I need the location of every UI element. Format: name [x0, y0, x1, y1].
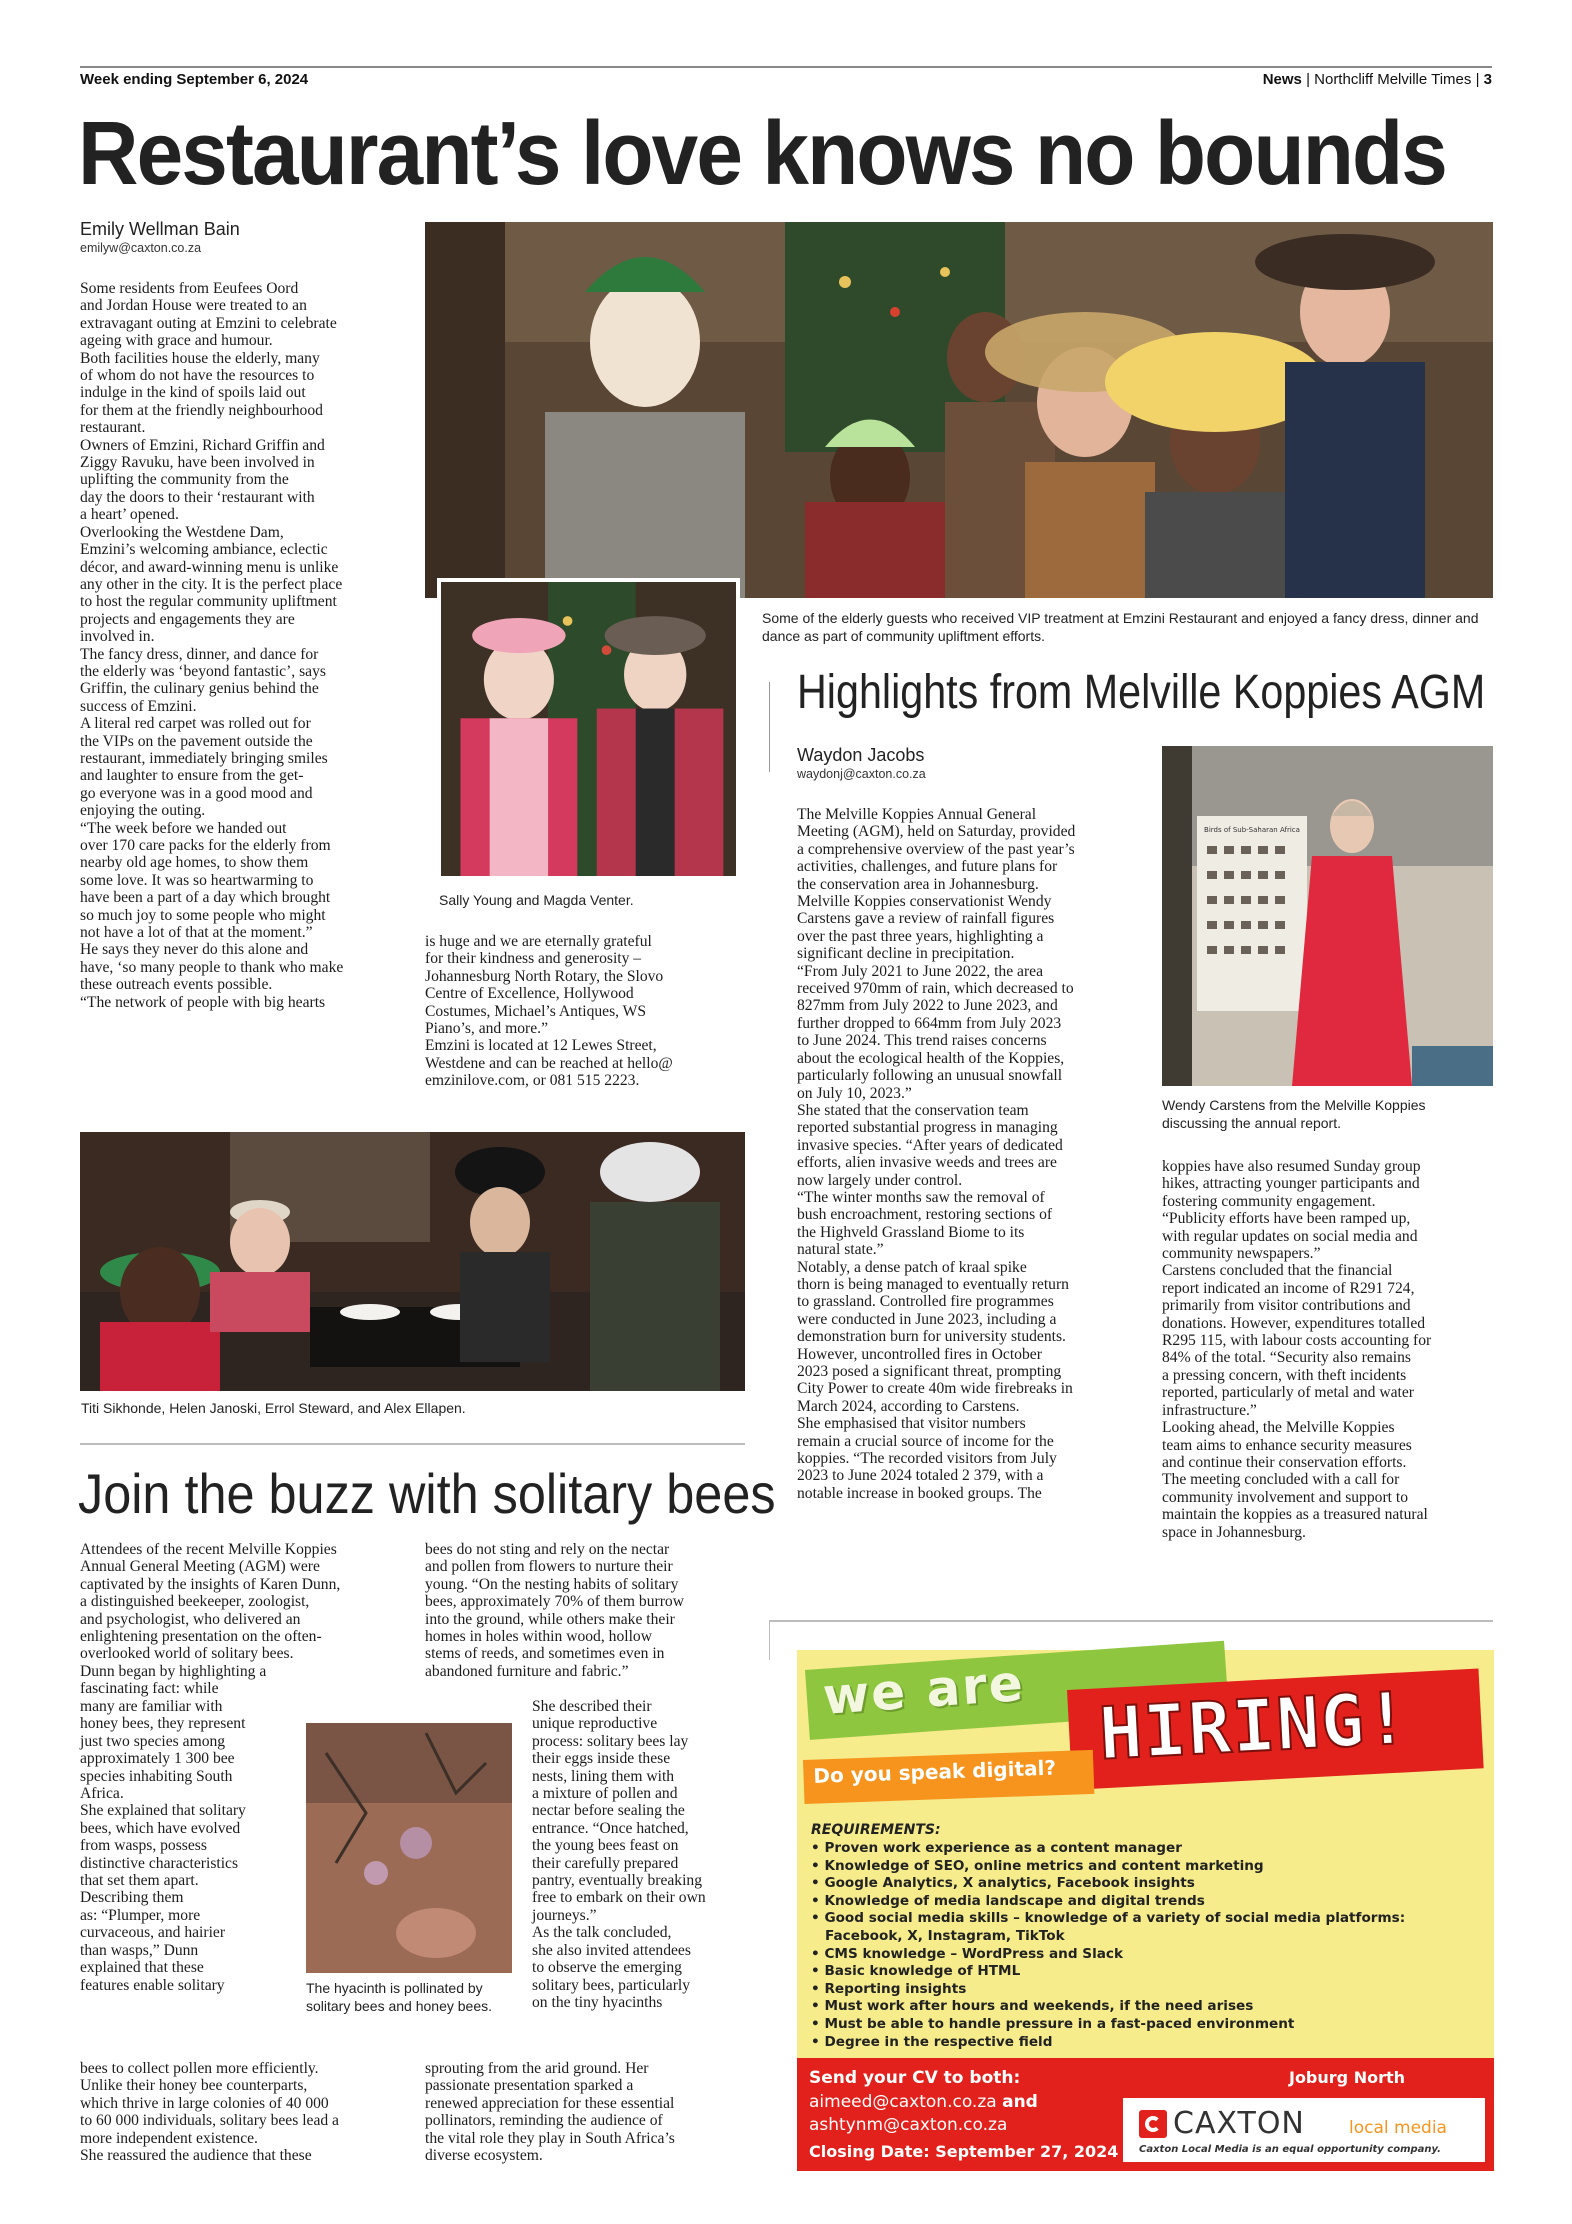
photo-elderly-guests [425, 222, 1493, 598]
requirement-item: • Knowledge of media landscape and digital trends [811, 1892, 1205, 1909]
requirement-item: • Google Analytics, X analytics, Facebook insights [811, 1875, 1195, 1892]
koppies-author: Waydon Jacobs [797, 745, 925, 765]
requirement-item: • Knowledge of SEO, online metrics and content marketing [811, 1857, 1264, 1874]
photo-hyacinth [306, 1723, 512, 1973]
requirement-item: • CMS knowledge – WordPress and Slack [811, 1945, 1124, 1962]
requirement-item: • Must be able to handle pressure in a fast-paced environment [811, 2015, 1295, 2032]
author-email[interactable]: emilyw@caxton.co.za [80, 241, 202, 255]
bees-col2-bottom: sprouting from the arid ground. Her passionate presentation sparked a renewed appreciation for these essential pollinators, reminding the audience of the vital role they play in South Africa’s diverse ecosystem. [425, 2060, 675, 2165]
caxton-logo-icon [1139, 2110, 1167, 2138]
main-article-col2: is huge and we are eternally grateful for their kindness and generosity – Johannesburg North Rotary, the Slovo Centre of Excellence, Hollywood Costumes, Michael’s Antiques, WS Piano’s, and more.” Emzini is located at 12 Lewes Street, Westdene and can be reached at hello@ emzinilove.com, or 081 515 2223. [425, 933, 673, 1090]
bees-headline: Join the buzz with solitary bees [78, 1462, 776, 1525]
main-byline [80, 218, 240, 256]
requirements-title: REQUIREMENTS: [811, 1822, 941, 1838]
photo-sally-magda [437, 578, 740, 880]
closing-date: Closing Date: September 27, 2024 [809, 2142, 1119, 2161]
photo-wendy-carstens [1162, 746, 1493, 1086]
main-article-col1: Some residents from Eeufees Oord and Jordan House were treated to an extravagant outing at Emzini to celebrate ageing with grace and humour. Both facilities house the elderly, many of whom do not have the resources to indulge in the kind of spoils laid out for them at the friendly neighbourhood restaurant. Owners of Emzini, Richard Griffin and Ziggy Ravuku, have been involved in uplifting the community from the day the doors to their ‘restaurant with a heart’ opened. Overlooking the Westdene Dam, Emzini’s welcoming ambiance, eclectic décor, and award-winning menu is unlike any other in the city. It is the perfect place to host the regular community upliftment projects and engagements they are involved in. The fancy dress, dinner, and dance for the elderly was ‘beyond fantastic’, says Griffin, the culinary genius behind the success of Emzini. A literal red carpet was rolled out for the VIPs on the pavement outside the restaurant, immediately bringing smiles and laughter to ensure from the get- go everyone was in a good mood and enjoying the outing. “The week before we handed out over 170 care packs for the elderly from nearby old age homes, to show them some love. It was so heartwarming to have been a part of a day which brought so much joy to some people who might not have a lot of that at the moment.” He says they never do this alone and have, ‘so many people to thank who make these outreach events possible. “The network of people with big hearts [80, 280, 344, 1011]
hiring-text: HIRING! [1097, 1675, 1412, 1776]
caxton-wordmark: CAXTON [1173, 2106, 1305, 2141]
bees-col2-narrow: She described their unique reproductive process: solitary bees lay their eggs inside these nests, lining them with a mixture of pollen and nectar before sealing the entrance. “Once hatched, the young bees feast on their carefully prepared pantry, eventually breaking free to embark on their own journeys.” As the talk concluded, she also invited attendees to observe the emerging solitary bees, particularly on the tiny hyacinths [532, 1698, 706, 2011]
caption-dinner-table: Titi Sikhonde, Helen Janoski, Errol Steward, and Alex Ellapen. [81, 1400, 466, 1416]
requirement-item: • Good social media skills – knowledge of a variety of social media platforms: Facebook, X, Instagram, TikTok [811, 1910, 1406, 1944]
koppies-col2: koppies have also resumed Sunday group hikes, attracting younger participants and fostering community engagement. “Publicity efforts have been ramped up, with regular updates on social media and community newspapers.” Carstens concluded that the financial report indicated an income of R291 724, primarily from visitor contributions and donations. However, expenditures totalled R295 115, with labour costs accounting for 84% of the total. “Security also remains a pressing concern, with theft incidents reported, particularly of metal and water infrastructure.” Looking ahead, the Melville Koppies team aims to enhance security measures and continue their conservation efforts. The meeting concluded with a call for community involvement and support to maintain the koppies as a treasured natural space in Johannesburg. [1162, 1158, 1432, 1541]
koppies-email[interactable]: waydonj@caxton.co.za [797, 767, 926, 781]
page-number: 3 [1483, 71, 1492, 88]
caption-wendy-carstens: Wendy Carstens from the Melville Koppies discussing the annual report. [1162, 1097, 1426, 1131]
page-header-right: News | Northcliff Melville Times | 3 [1262, 71, 1492, 88]
poster-title: Birds of Sub-Saharan Africa [1204, 826, 1300, 834]
author-name: Emily Wellman Bain [80, 219, 240, 239]
email-ashtynm[interactable]: ashtynm@caxton.co.za [809, 2115, 1008, 2135]
caption-sally-magda: Sally Young and Magda Venter. [439, 892, 634, 908]
paper-name: Northcliff Melville Times [1314, 71, 1472, 88]
koppies-col1: The Melville Koppies Annual General Meeting (AGM), held on Saturday, provided a comprehensive overview of the past year’s activities, challenges, and future plans for the conservation area in Johannesburg. Melville Koppies conservationist Wendy Carstens gave a review of rainfall figures over the past three years, highlighting a significant decline in precipitation. “From July 2021 to June 2022, the area received 970mm of rain, which decreased to 827mm from July 2022 to June 2023, and further dropped to 664mm from July 2023 to June 2024. This trend raises concerns about the ecological health of the Koppies, particularly following an unusual snowfall on July 10, 2023.” She stated that the conservation team reported substantial progress in managing invasive species. “After years of dedicated efforts, alien invasive weeds and trees are now largely under control. “The winter months saw the removal of bush encroachment, restoring sections of the Highveld Grassland Biome to its natural state.” Notably, a dense patch of kraal spike thorn is being managed to eventually return to grassland. Controlled fire programmes were conducted in June 2023, including a demonstration burn for university students. However, uncontrolled fires in October 2023 posed a significant threat, prompting City Power to create 40m wide firebreaks in March 2024, according to Carstens. She emphasised that visitor numbers remain a crucial source of income for the koppies. “The recorded visitors from July 2023 to June 2024 totaled 2 379, with a notable increase in booked groups. The [797, 806, 1076, 1502]
koppies-byline [797, 744, 926, 782]
main-headline: Restaurant’s love knows no bounds [78, 104, 1446, 204]
region-label: Joburg North [1288, 2068, 1405, 2087]
caption-elderly-guests: Some of the elderly guests who received VIP treatment at Emzini Restaurant and enjoyed a fancy dress, dinner and dance as part of community upliftment efforts. [762, 610, 1479, 644]
requirement-item: • Basic knowledge of HTML [811, 1963, 1021, 1980]
requirement-item: • Reporting insights [811, 1980, 967, 1997]
requirement-item: • Degree in the respective field [811, 2033, 1053, 2050]
hiring-ad[interactable] [797, 1650, 1494, 2171]
section-label: News [1262, 71, 1302, 88]
koppies-headline: Highlights from Melville Koppies AGM [797, 666, 1486, 719]
photo-dinner-table [80, 1132, 745, 1391]
ad-footer [797, 2058, 1494, 2171]
issue-date: Week ending September 6, 2024 [80, 71, 309, 88]
bees-col1-bottom: bees to collect pollen more efficiently. Unlike their honey bee counterparts, which thrive in large colonies of 40 000 to 60 000 individuals, solitary bees lead a more independent existence. She reassured the audience that these [80, 2060, 339, 2165]
local-media-wordmark: local media [1349, 2118, 1447, 2138]
caption-hyacinth: The hyacinth is pollinated by solitary bees and honey bees. [306, 1980, 493, 2014]
we-are-text: we are [821, 1653, 1027, 1726]
email-aimeed[interactable]: aimeed@caxton.co.za [809, 2092, 997, 2112]
requirement-item: • Must work after hours and weekends, if the need arises [811, 1998, 1254, 2015]
requirements-list [811, 1840, 1481, 2051]
requirement-item: • Proven work experience as a content manager [811, 1840, 1182, 1856]
equal-opportunity-note: Caxton Local Media is an equal opportunity company. [1139, 2144, 1441, 2155]
bees-col1-narrow: many are familiar with honey bees, they represent just two species among approximately 1 300 bee species inhabiting South Africa. She explained that solitary bees, which have evolved from wasps, possess distinctive characteristics that set them apart. Describing them as: “Plumper, more curvaceous, and hairier than wasps,” Dunn explained that these features enable solitary [80, 1698, 246, 1994]
caxton-logo-box [1123, 2098, 1485, 2162]
bees-col1-top: Attendees of the recent Melville Koppies Annual General Meeting (AGM) were captivated by the insights of Karen Dunn, a distinguished beekeeper, zoologist, and psychologist, who delivered an enlightening presentation on the often- overlooked world of solitary bees. Dunn began by highlighting a fascinating fact: while [80, 1541, 341, 1698]
send-cv-label: Send your CV to both: [809, 2068, 1021, 2088]
email-line-1: aimeed@caxton.co.za and [809, 2092, 1038, 2112]
tagline-text: Do you speak digital? [813, 1755, 1057, 1788]
bees-col2-top: bees do not sting and rely on the nectar and pollen from flowers to nurture their young. “On the nesting habits of solitary bees, approximately 70% of them burrow into the ground, while others make their homes in holes within wood, hollow stems of reeds, and sometimes even in abandoned furniture and fabric.” [425, 1541, 684, 1680]
